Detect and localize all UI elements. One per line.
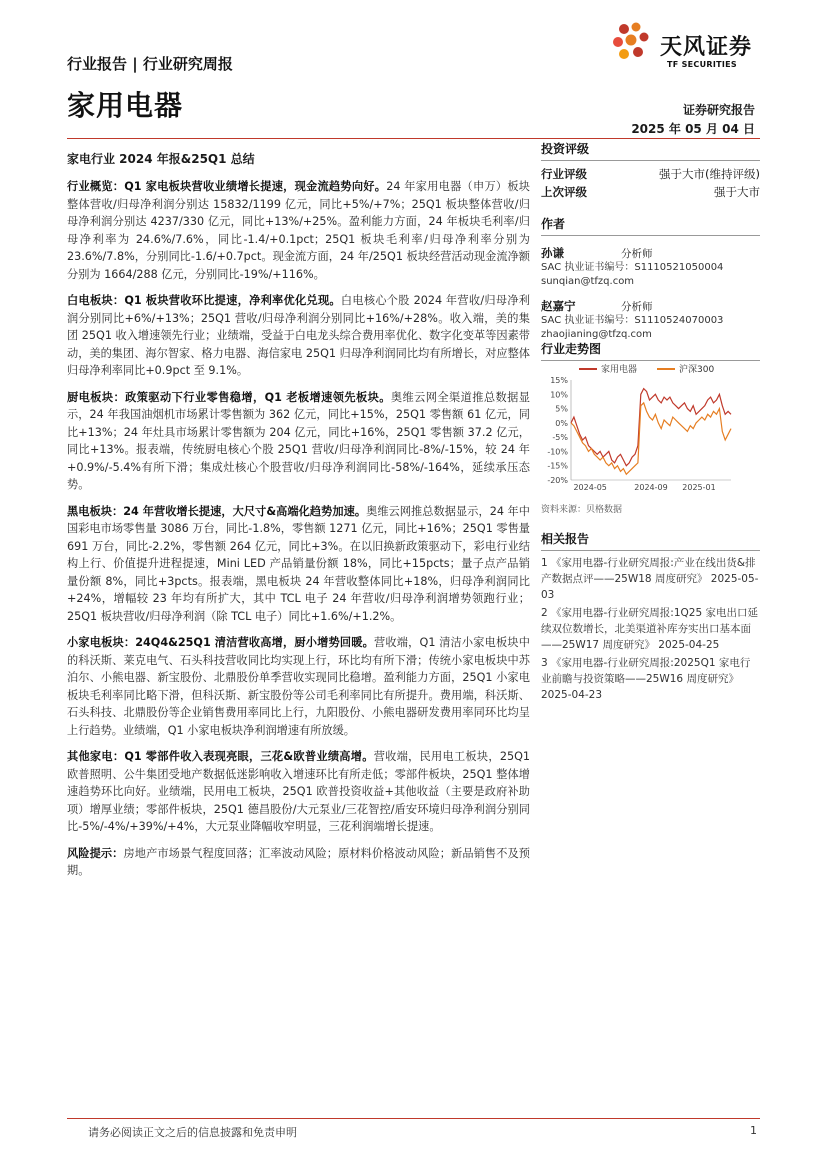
- author-role: 分析师: [621, 248, 653, 260]
- y-tick-label: 10%: [550, 390, 568, 400]
- report-series: 行业报告 | 行业研究周报: [67, 55, 233, 73]
- section-body: 奥维云网全渠道推总数据显示，24 年我国油烟机市场累计零售额为 362 亿元，同比+15%，25Q1 零售额 61 亿元，同比+13%；24 年灶具市场累计零售额为 204 亿元，同比+16%，25Q1 零售额 37.2 亿元，同比+13%。报表端，传统厨电核心个股 25Q1 营收/归母净利润同比-8%/-15%，较 24 年+0.9%/-5.4%有所下滑；集成灶核心个股营收/归母净利润同比-58%/-164%，延续承压态势。: [67, 390, 530, 491]
- section-other: [67, 748, 530, 836]
- section-heading: 风险提示：: [67, 846, 124, 860]
- section-body: 营收端，Q1 清洁小家电板块中的科沃斯、莱克电气、石头科技营收同比均实现上行，环比均有所下滑；传统小家电板块中苏泊尔、小熊电器、新宝股份、北鼎股份单季营收实现同比稳增。盈利能力方面，25Q1 小家电板块毛利率同比略下滑，但科沃斯、新宝股份等公司毛利率同比有所提升。费用端，科沃斯、石头科技、北鼎股份等企业销售费用率同比上行，九阳股份、小熊电器研发费用率同环比均呈上行趋势。业绩端，Q1 小家电板块净利润增速有所放缓。: [67, 636, 530, 737]
- author-block: [541, 295, 760, 342]
- trend-chart: [541, 360, 760, 495]
- rating-row: [541, 183, 760, 201]
- footer-disclaimer: 请务必阅读正文之后的信息披露和免责申明: [88, 1126, 297, 1139]
- section-body: 奥维云网推总数据显示，24 年中国彩电市场零售量 3086 万台，同比-1.8%，零售额 1271 亿元，同比+16%；25Q1 零售量 691 万台，同比-2.2%，零售额 264 亿元，同比+3%。在以旧换新政策驱动下，彩电行业结构上行、价值提升进程提速，Mini LED 产品销量份额 18%，同比+15pcts；量子点产品销量份额 8%，同比+3pcts。报表端，黑电板块 24 年营收整体同比+18%，归母净利润同比+24%，增幅较 23 年均有所扩大，其中 TCL 电子 24 年营收/归母净利润增势领跑行业；25Q1 板块营收/归母净利润（除 TCL 电子）同比+1.6%/+1.2%。: [67, 504, 530, 623]
- report-date: 2025 年 05 月 04 日: [631, 122, 755, 136]
- section-small-appliances: [67, 634, 530, 739]
- legend-label: 家用电器: [601, 365, 638, 375]
- section-overview: [67, 178, 530, 283]
- section-body: 营收端，民用电工板块，25Q1 欧普照明、公牛集团受地产数据低迷影响收入增速环比有所走低；零部件板块，25Q1 整体增速趋势环比向好。业绩端，民用电工板块，25Q1 欧普投资收益+其他收益（主要是政府补助项）增厚业绩；零部件板块，25Q1 德昌股份/大元泵业/三花智控/盾安环境归母净利润分别同比-5%/-4%/+39%/+4%，大元泵业降幅收窄明显，三花利润端增长提速。: [67, 750, 530, 833]
- section-body: 24 年家用电器（申万）板块整体营收/归母净利润分别达 15832/1199 亿元，同比+5%/+7%；25Q1 板块整体营收/归母净利润分别达 4237/330 亿元，同比+13%/+25%。盈利能力方面，24 年板块毛利率/归母净利率为 24.6%/7.6%，同比-1.4/+0.1pct；25Q1 板块毛利率/归母净利率分别为 23.6%/7.8%，分别同比-1.6/+0.7pct。现金流方面，24 年/25Q1 板块经营活动现金流净额分别为 1664/288 亿元，分别同比-19%/+116%。: [67, 180, 530, 281]
- series-line-csi300: [571, 403, 731, 474]
- author-license: SAC 执业证书编号：S1110521050004: [541, 262, 724, 273]
- section-risk: [67, 845, 530, 880]
- logo-cn-text: 天风证券: [660, 35, 753, 60]
- header-divider: [67, 138, 760, 139]
- chart-source: 资料来源：贝格数据: [541, 505, 623, 515]
- y-tick-label: 15%: [550, 376, 568, 385]
- footer-divider: [67, 1118, 760, 1119]
- section-kitchen: [67, 389, 530, 494]
- y-tick-label: 0%: [555, 418, 568, 428]
- x-tick-label: 2024-09: [634, 483, 668, 492]
- divider: [541, 160, 760, 161]
- divider: [541, 235, 760, 236]
- author-block: [541, 242, 760, 289]
- rating-value: 强于大市: [714, 185, 760, 199]
- rating-panel: [541, 140, 760, 201]
- main-content: [67, 178, 530, 889]
- author-name: 孙谦: [541, 246, 564, 260]
- document-title: 家电行业 2024 年报&25Q1 总结: [67, 152, 255, 166]
- chart-panel: [541, 340, 760, 361]
- section-heading: 厨电板块：政策驱动下行业零售稳增，Q1 老板增速领先板块。: [67, 390, 391, 404]
- y-tick-label: -5%: [552, 433, 568, 443]
- author-email[interactable]: zhaojianing@tfzq.com: [541, 329, 652, 340]
- author-license: SAC 执业证书编号：S1110524070003: [541, 315, 724, 326]
- related-report[interactable]: 3 《家用电器-行业研究周报:2025Q1 家电行业前瞻与投资策略——25W16 周度研究》 2025-04-23: [541, 657, 751, 701]
- x-tick-label: 2024-05: [573, 483, 607, 492]
- x-tick-label: 2025-01: [682, 483, 716, 492]
- section-body: 白电核心个股 2024 年营收/归母净利润分别同比+6%/+13%；25Q1 营收/归母净利润分别同比+16%/+28%。收入端，美的集团 25Q1 收入增速领先行业；业绩端，受益于白电龙头综合费用率优化、数字化变革等因素带动，美的集团、海尔智家、格力电器、海信家电 25Q1 归母净利润同比均有所增长，对应整体归母净利率同比+0.9pct 至 9.1%。: [67, 294, 530, 377]
- author-name: 赵嘉宁: [541, 299, 576, 313]
- author-email[interactable]: sunqian@tfzq.com: [541, 276, 635, 287]
- y-tick-label: 5%: [555, 404, 568, 414]
- rating-title: 投资评级: [541, 142, 590, 156]
- author-role: 分析师: [621, 301, 653, 313]
- related-list: [541, 555, 760, 703]
- report-type: 证券研究报告: [682, 103, 755, 117]
- section-heading: 行业概览：Q1 家电板块营收业绩增长提速，现金流趋势向好。: [67, 180, 387, 193]
- section-heading: 黑电板块：24 年营收增长提速，大尺寸&高端化趋势加速。: [67, 504, 367, 518]
- chart-title: 行业走势图: [541, 342, 602, 356]
- tf-logo-icon: [612, 22, 652, 62]
- section-body: 房地产市场景气程度回落；汇率波动风险；原材料价格波动风险；新品销售不及预期。: [67, 846, 530, 877]
- related-report[interactable]: 2 《家用电器-行业研究周报:1Q25 家电出口延续双位数增长，北美渠道补库夯实出口基本面——25W17 周度研究》 2025-04-25: [541, 607, 758, 651]
- logo-en-text: TF SECURITIES: [667, 60, 737, 69]
- section-heading: 白电板块：Q1 板块营收环比提速，净利率优化兑现。: [67, 294, 341, 307]
- page-number: 1: [750, 1124, 757, 1137]
- authors-title: 作者: [541, 217, 566, 231]
- y-tick-label: -10%: [547, 447, 568, 457]
- related-title: 相关报告: [541, 532, 590, 546]
- section-white-goods: [67, 292, 530, 380]
- section-heading: 其他家电：Q1 零部件收入表现亮眼，三花&欧普业绩高增。: [67, 750, 374, 763]
- rating-row: [541, 165, 760, 183]
- legend-label: 沪深300: [679, 365, 715, 375]
- section-heading: 小家电板块：24Q4&25Q1 清洁营收高增，厨小增势回暖。: [67, 636, 375, 649]
- rating-label: 上次评级: [541, 185, 587, 199]
- y-tick-label: -20%: [547, 476, 568, 485]
- rating-value: 强于大市(维持评级): [659, 167, 760, 181]
- series-line-home-appliances: [571, 389, 731, 466]
- related-report[interactable]: 1 《家用电器-行业研究周报:产业在线出货&排产数据点评——25W18 周度研究》 2025-05-03: [541, 557, 759, 601]
- section-black-goods: [67, 503, 530, 626]
- related-panel: [541, 530, 760, 705]
- divider: [541, 550, 760, 551]
- sector-title: 家用电器: [67, 89, 184, 122]
- authors-panel: [541, 215, 760, 342]
- rating-label: 行业评级: [541, 167, 587, 181]
- y-tick-label: -15%: [547, 461, 568, 471]
